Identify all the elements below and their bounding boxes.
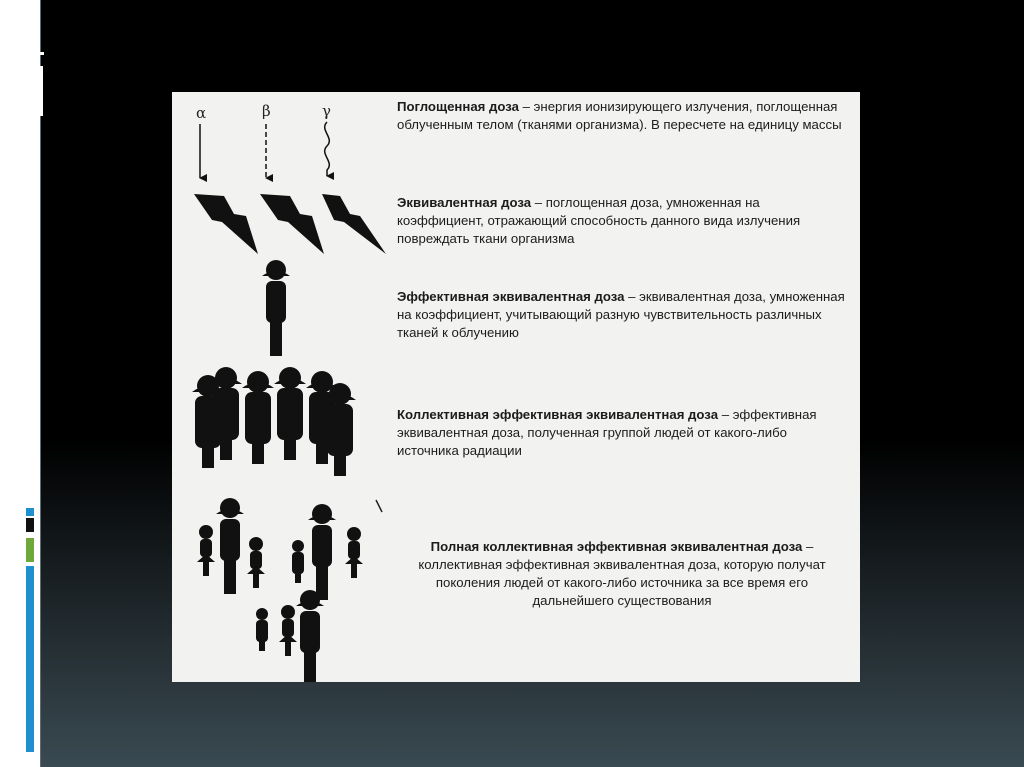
equivalent-dose-term: Эквивалентная доза xyxy=(397,195,532,210)
gamma-ray-arrow-icon xyxy=(325,122,330,176)
effective-dose-term: Эффективная эквивалентная доза xyxy=(397,289,625,304)
person-group-icon xyxy=(192,367,356,476)
absorbed-dose-term: Поглощенная доза xyxy=(397,99,520,114)
generations-icon xyxy=(197,498,363,682)
dose-types-figure xyxy=(172,92,860,682)
absorbed-dose-description: – энергия ионизирующего излучения, поглощенная облученным телом (тканями организма). В пересчете на единицу массы xyxy=(397,99,842,132)
equivalent-dose-description: – поглощенная доза, умноженная на коэффициент, отражающий способность данного вида излучения повреждать ткани организма xyxy=(397,195,801,246)
collective-dose-definition xyxy=(397,406,847,460)
alpha-symbol: α xyxy=(196,104,207,122)
collective-dose-term: Коллективная эффективная эквивалентная доза xyxy=(397,407,719,422)
effective-dose-description: – эквивалентная доза, умноженная на коэффициент, учитывающий разную чувствительность различных тканей к облучению xyxy=(397,289,845,340)
single-person-icon xyxy=(262,260,290,356)
accent-bar-green xyxy=(26,538,34,562)
figures-illustration xyxy=(172,92,392,682)
total-collective-dose-term: Полная коллективная эффективная эквивалентная доза xyxy=(430,539,803,554)
corner-decoration-icon xyxy=(22,52,44,118)
accent-bar-blue-long xyxy=(26,566,34,752)
collective-dose-description: – эффективная эквивалентная доза, полученная группой людей от какого-либо источника радиации xyxy=(397,407,817,458)
total-collective-dose-definition xyxy=(397,538,847,610)
lightning-bolt-icon xyxy=(194,194,386,254)
total-collective-dose-description: – коллективная эффективная эквивалентная доза, которую получат поколения людей от какого-либо источника за все время его дальнейшего существования xyxy=(418,539,826,608)
effective-dose-definition xyxy=(397,288,847,342)
beta-symbol: β xyxy=(262,102,271,120)
absorbed-dose-definition xyxy=(397,98,847,134)
equivalent-dose-definition xyxy=(397,194,847,248)
accent-bar-blue-top xyxy=(26,508,34,516)
accent-bar-dark xyxy=(26,518,34,532)
gamma-symbol: γ xyxy=(322,102,331,120)
